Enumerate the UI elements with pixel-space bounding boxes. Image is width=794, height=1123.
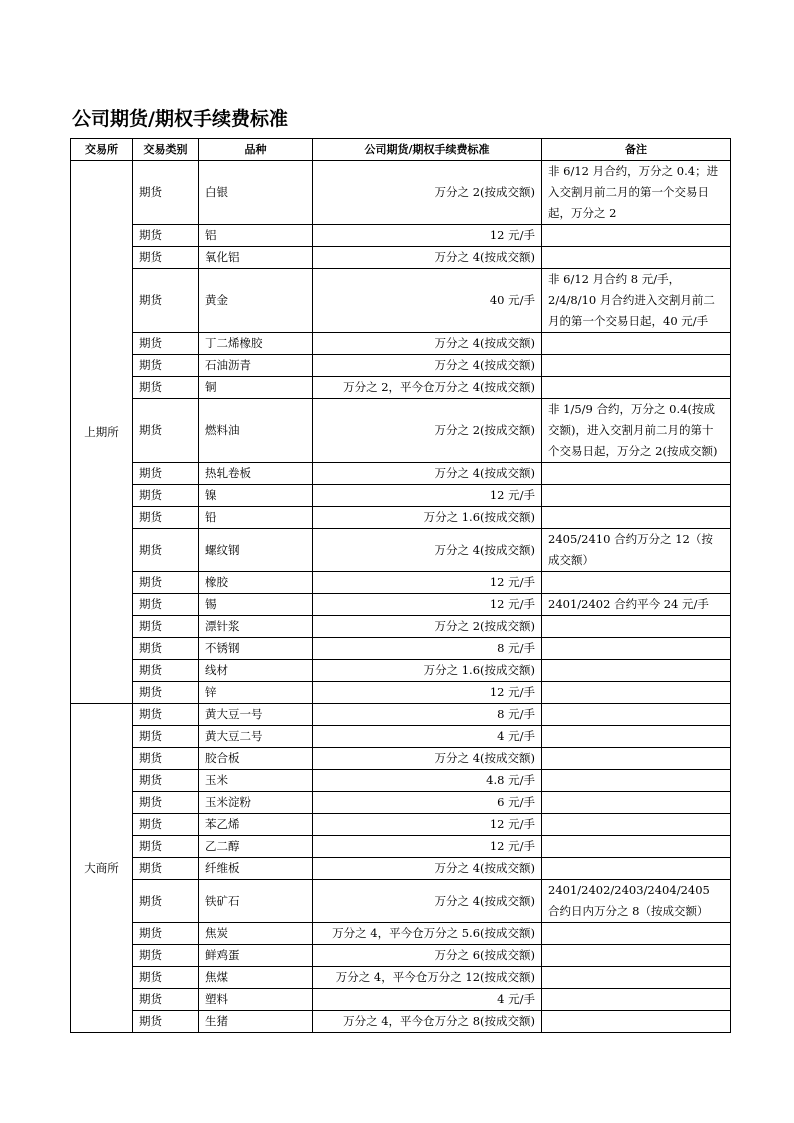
header-remarks: 备注	[542, 139, 731, 161]
table-row	[71, 682, 731, 704]
product-cell: 鲜鸡蛋	[199, 945, 313, 967]
remarks-cell	[542, 377, 731, 399]
fee-cell: 4.8 元/手	[313, 770, 542, 792]
remarks-cell	[542, 792, 731, 814]
category-cell: 期货	[133, 485, 199, 507]
table-row	[71, 355, 731, 377]
product-cell: 氧化铝	[199, 247, 313, 269]
remarks-cell	[542, 225, 731, 247]
remarks-cell	[542, 704, 731, 726]
category-cell: 期货	[133, 704, 199, 726]
remarks-cell: 非 1/5/9 合约，万分之 0.4(按成交额)，进入交割月前二月的第十个交易日起，万分之 2(按成交额)	[542, 399, 731, 463]
header-category: 交易类别	[133, 139, 199, 161]
remarks-cell	[542, 770, 731, 792]
category-cell: 期货	[133, 355, 199, 377]
fee-cell: 万分之 2(按成交额)	[313, 161, 542, 225]
fee-cell: 40 元/手	[313, 269, 542, 333]
header-exchange: 交易所	[71, 139, 133, 161]
fee-cell: 4 元/手	[313, 726, 542, 748]
remarks-cell	[542, 967, 731, 989]
remarks-cell	[542, 333, 731, 355]
remarks-cell	[542, 355, 731, 377]
table-row	[71, 247, 731, 269]
remarks-cell	[542, 485, 731, 507]
remarks-cell	[542, 572, 731, 594]
category-cell: 期货	[133, 726, 199, 748]
product-cell: 铝	[199, 225, 313, 247]
category-cell: 期货	[133, 161, 199, 225]
table-row	[71, 836, 731, 858]
remarks-cell	[542, 463, 731, 485]
category-cell: 期货	[133, 880, 199, 923]
category-cell: 期货	[133, 945, 199, 967]
category-cell: 期货	[133, 814, 199, 836]
table-row	[71, 507, 731, 529]
category-cell: 期货	[133, 836, 199, 858]
product-cell: 不锈钢	[199, 638, 313, 660]
product-cell: 热轧卷板	[199, 463, 313, 485]
table-row	[71, 726, 731, 748]
category-cell: 期货	[133, 748, 199, 770]
product-cell: 燃料油	[199, 399, 313, 463]
remarks-cell	[542, 616, 731, 638]
fee-cell: 万分之 4(按成交额)	[313, 748, 542, 770]
category-cell: 期货	[133, 1011, 199, 1033]
table-row	[71, 858, 731, 880]
fee-cell: 万分之 4，平今仓万分之 8(按成交额)	[313, 1011, 542, 1033]
table-row	[71, 377, 731, 399]
product-cell: 胶合板	[199, 748, 313, 770]
table-row	[71, 594, 731, 616]
fee-cell: 12 元/手	[313, 225, 542, 247]
remarks-cell	[542, 945, 731, 967]
remarks-cell	[542, 858, 731, 880]
remarks-cell	[542, 507, 731, 529]
table-row	[71, 485, 731, 507]
product-cell: 铅	[199, 507, 313, 529]
remarks-cell: 非 6/12 月合约 8 元/手，2/4/8/10 月合约进入交割月前二月的第一个交易日起，40 元/手	[542, 269, 731, 333]
table-row	[71, 880, 731, 923]
remarks-cell: 2401/2402 合约平今 24 元/手	[542, 594, 731, 616]
product-cell: 焦炭	[199, 923, 313, 945]
fee-cell: 6 元/手	[313, 792, 542, 814]
table-row	[71, 529, 731, 572]
fee-cell: 12 元/手	[313, 814, 542, 836]
table-row	[71, 225, 731, 247]
category-cell: 期货	[133, 399, 199, 463]
table-row	[71, 989, 731, 1011]
fee-cell: 12 元/手	[313, 682, 542, 704]
product-cell: 铜	[199, 377, 313, 399]
category-cell: 期货	[133, 247, 199, 269]
product-cell: 苯乙烯	[199, 814, 313, 836]
table-row	[71, 770, 731, 792]
fee-cell: 12 元/手	[313, 836, 542, 858]
category-cell: 期货	[133, 989, 199, 1011]
table-row	[71, 161, 731, 225]
product-cell: 石油沥青	[199, 355, 313, 377]
category-cell: 期货	[133, 660, 199, 682]
fee-cell: 万分之 4(按成交额)	[313, 463, 542, 485]
table-row	[71, 333, 731, 355]
product-cell: 生猪	[199, 1011, 313, 1033]
category-cell: 期货	[133, 792, 199, 814]
remarks-cell	[542, 836, 731, 858]
exchange-cell: 上期所	[71, 161, 133, 704]
header-product: 品种	[199, 139, 313, 161]
page-title: 公司期货/期权手续费标准	[72, 108, 288, 130]
fee-cell: 8 元/手	[313, 704, 542, 726]
table-row	[71, 967, 731, 989]
fee-cell: 万分之 4，平今仓万分之 12(按成交额)	[313, 967, 542, 989]
fee-cell: 万分之 1.6(按成交额)	[313, 507, 542, 529]
table-row	[71, 638, 731, 660]
remarks-cell	[542, 638, 731, 660]
product-cell: 乙二醇	[199, 836, 313, 858]
remarks-cell	[542, 726, 731, 748]
remarks-cell	[542, 682, 731, 704]
product-cell: 锡	[199, 594, 313, 616]
product-cell: 铁矿石	[199, 880, 313, 923]
product-cell: 橡胶	[199, 572, 313, 594]
fee-cell: 12 元/手	[313, 594, 542, 616]
fee-cell: 万分之 4(按成交额)	[313, 529, 542, 572]
fee-cell: 万分之 2(按成交额)	[313, 399, 542, 463]
product-cell: 玉米淀粉	[199, 792, 313, 814]
table-header-row	[71, 139, 731, 161]
product-cell: 焦煤	[199, 967, 313, 989]
product-cell: 镍	[199, 485, 313, 507]
remarks-cell: 2401/2402/2403/2404/2405 合约日内万分之 8（按成交额）	[542, 880, 731, 923]
table-row	[71, 814, 731, 836]
fee-cell: 8 元/手	[313, 638, 542, 660]
fee-cell: 万分之 2(按成交额)	[313, 616, 542, 638]
table-row	[71, 463, 731, 485]
category-cell: 期货	[133, 507, 199, 529]
table-row	[71, 704, 731, 726]
product-cell: 塑料	[199, 989, 313, 1011]
fee-cell: 万分之 4(按成交额)	[313, 247, 542, 269]
category-cell: 期货	[133, 858, 199, 880]
remarks-cell	[542, 814, 731, 836]
fee-cell: 万分之 6(按成交额)	[313, 945, 542, 967]
category-cell: 期货	[133, 923, 199, 945]
product-cell: 锌	[199, 682, 313, 704]
fee-cell: 万分之 4，平今仓万分之 5.6(按成交额)	[313, 923, 542, 945]
category-cell: 期货	[133, 529, 199, 572]
category-cell: 期货	[133, 638, 199, 660]
remarks-cell: 2405/2410 合约万分之 12（按成交额）	[542, 529, 731, 572]
category-cell: 期货	[133, 269, 199, 333]
category-cell: 期货	[133, 377, 199, 399]
category-cell: 期货	[133, 572, 199, 594]
fee-cell: 4 元/手	[313, 989, 542, 1011]
table-row	[71, 923, 731, 945]
category-cell: 期货	[133, 682, 199, 704]
product-cell: 白银	[199, 161, 313, 225]
category-cell: 期货	[133, 616, 199, 638]
table-row	[71, 1011, 731, 1033]
fee-cell: 万分之 4(按成交额)	[313, 355, 542, 377]
table-row	[71, 269, 731, 333]
table-row	[71, 616, 731, 638]
fee-cell: 万分之 4(按成交额)	[313, 333, 542, 355]
category-cell: 期货	[133, 333, 199, 355]
product-cell: 螺纹钢	[199, 529, 313, 572]
fee-cell: 12 元/手	[313, 572, 542, 594]
table-row	[71, 660, 731, 682]
table-row	[71, 572, 731, 594]
category-cell: 期货	[133, 967, 199, 989]
table-row	[71, 399, 731, 463]
product-cell: 黄大豆一号	[199, 704, 313, 726]
fee-cell: 万分之 2，平今仓万分之 4(按成交额)	[313, 377, 542, 399]
remarks-cell: 非 6/12 月合约，万分之 0.4；进入交割月前二月的第一个交易日起，万分之 2	[542, 161, 731, 225]
table-body	[71, 161, 731, 1033]
table-row	[71, 748, 731, 770]
product-cell: 纤维板	[199, 858, 313, 880]
table-row	[71, 792, 731, 814]
fee-table	[70, 138, 731, 1033]
remarks-cell	[542, 1011, 731, 1033]
product-cell: 黄大豆二号	[199, 726, 313, 748]
remarks-cell	[542, 660, 731, 682]
product-cell: 黄金	[199, 269, 313, 333]
exchange-cell: 大商所	[71, 704, 133, 1033]
remarks-cell	[542, 923, 731, 945]
fee-cell: 12 元/手	[313, 485, 542, 507]
product-cell: 玉米	[199, 770, 313, 792]
product-cell: 漂针浆	[199, 616, 313, 638]
product-cell: 线材	[199, 660, 313, 682]
fee-cell: 万分之 4(按成交额)	[313, 880, 542, 923]
category-cell: 期货	[133, 463, 199, 485]
fee-cell: 万分之 4(按成交额)	[313, 858, 542, 880]
remarks-cell	[542, 748, 731, 770]
remarks-cell	[542, 247, 731, 269]
category-cell: 期货	[133, 225, 199, 247]
category-cell: 期货	[133, 770, 199, 792]
table-row	[71, 945, 731, 967]
header-fee-standard: 公司期货/期权手续费标准	[313, 139, 542, 161]
category-cell: 期货	[133, 594, 199, 616]
remarks-cell	[542, 989, 731, 1011]
fee-cell: 万分之 1.6(按成交额)	[313, 660, 542, 682]
product-cell: 丁二烯橡胶	[199, 333, 313, 355]
